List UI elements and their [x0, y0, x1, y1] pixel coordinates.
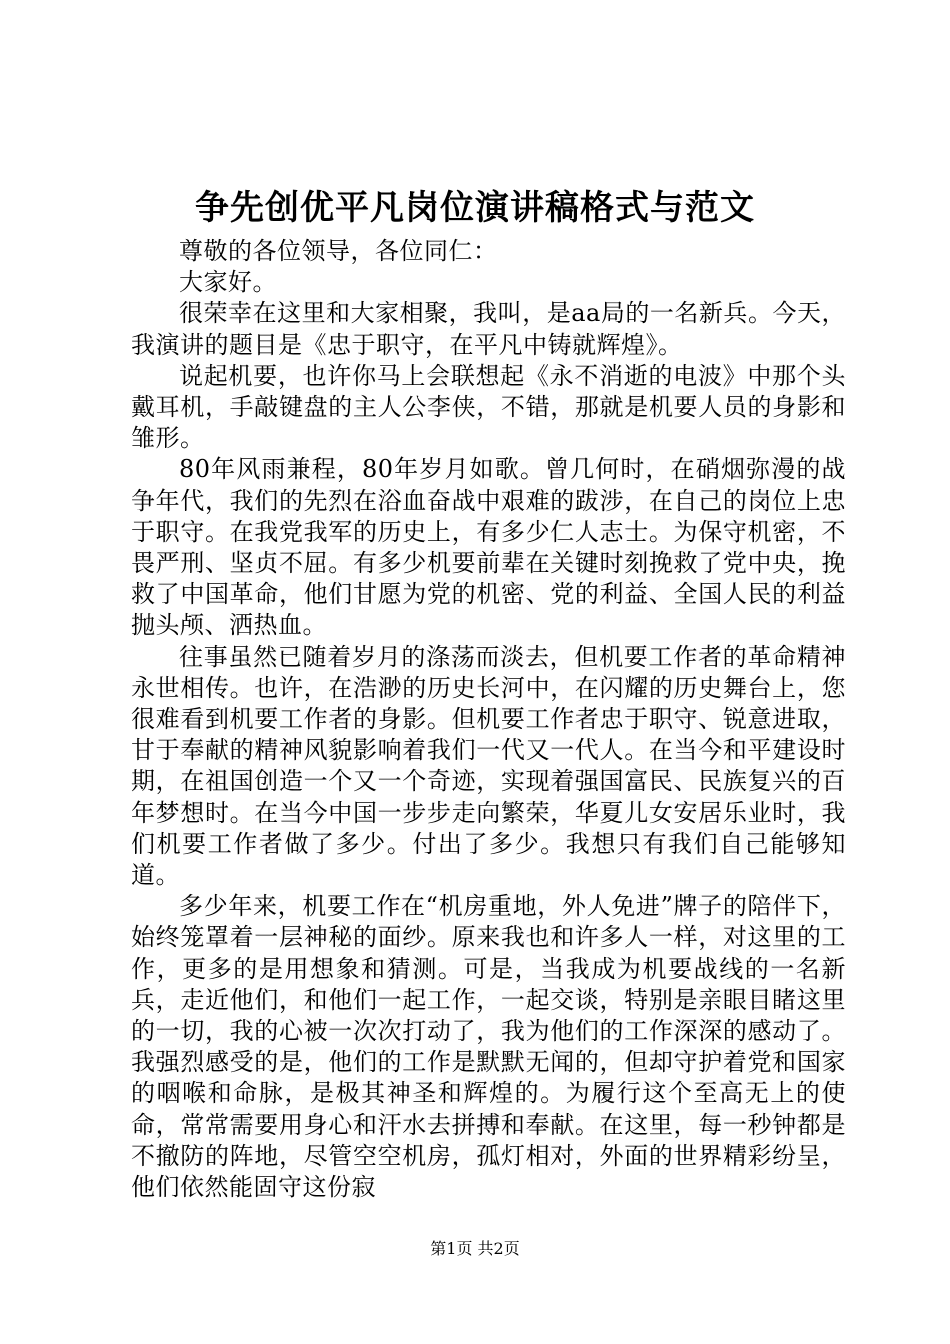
body-paragraph: 80年风雨兼程，80年岁月如歌。曾几何时，在硝烟弥漫的战争年代，我们的先烈在浴血奋战中艰难的跋涉，在自己的岗位上忠于职守。在我党我军的历史上，有多少仁人志士。为保守机密，不畏严刑、坚贞不屈。有多少机要前辈在关键时刻挽救了党中央，挽救了中国革命，他们甘愿为党的机密、党的利益、全国人民的利益抛头颅、洒热血。 — [131, 455, 846, 640]
body-paragraph: 多少年来，机要工作在“机房重地，外人免进”牌子的陪伴下，始终笼罩着一层神秘的面纱。原来我也和许多人一样，对这里的工作，更多的是用想象和猜测。可是，当我成为机要战线的一名新兵，走近他们，和他们一起工作，一起交谈，特别是亲眼目睹这里的一切，我的心被一次次打动了，我为他们的工作深深的感动了。我强烈感受的是，他们的工作是默默无闻的，但却守护着党和国家的咽喉和命脉，是极其神圣和辉煌的。为履行这个至高无上的使命，常常需要用身心和汗水去拼搏和奉献。在这里，每一秒钟都是不撤防的阵地，尽管空空机房，孤灯相对，外面的世界精彩纷呈，他们依然能固守这份寂 — [131, 892, 846, 1202]
body-paragraph: 往事虽然已随着岁月的涤荡而淡去，但机要工作者的革命精神永世相传。也许，在浩渺的历史长河中，在闪耀的历史舞台上，您很难看到机要工作者的身影。但机要工作者忠于职守、锐意进取，甘于奉献的精神风貌影响着我们一代又一代人。在当今和平建设时期，在祖国创造一个又一个奇迹，实现着强国富民、民族复兴的百年梦想时。在当今中国一步步走向繁荣，华夏儿女安居乐业时，我们机要工作者做了多少。付出了多少。我想只有我们自己能够知道。 — [131, 642, 846, 890]
greeting-paragraph: 大家好。 — [179, 268, 277, 297]
salutation-paragraph: 尊敬的各位领导，各位同仁： — [179, 237, 498, 265]
introduction-paragraph: 很荣幸在这里和大家相聚，我叫，是aa局的一名新兵。今天，我演讲的题目是《忠于职守，在平凡中铸就辉煌》。 — [131, 299, 846, 359]
page-number-footer: 第1页 共2页 — [430, 1239, 520, 1258]
document-body — [131, 236, 846, 1203]
body-paragraph: 说起机要，也许你马上会联想起《永不消逝的电波》中那个头戴耳机，手敲键盘的主人公李侠，不错，那就是机要人员的身影和雏形。 — [131, 361, 846, 453]
document-title: 争先创优平凡岗位演讲稿格式与范文 — [195, 188, 755, 228]
